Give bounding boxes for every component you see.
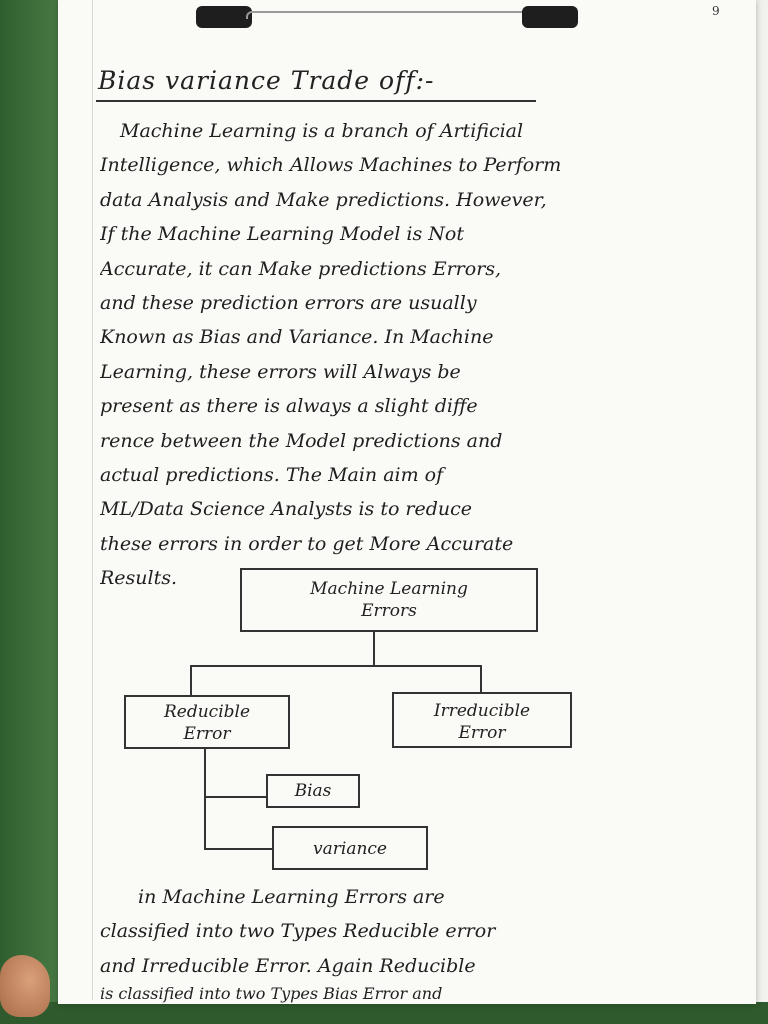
text-line: these errors in order to get More Accurate: [100, 532, 514, 555]
text-line: Results.: [100, 567, 178, 590]
text-line: classified into two Types Reducible error: [100, 920, 496, 943]
clip-wire: [246, 11, 528, 19]
diagram-variance-box: [272, 826, 428, 870]
connector-line: [373, 632, 375, 666]
text-line: is classified into two Types Bias Error and: [100, 984, 443, 1004]
diagram-reducible-label: Error: [183, 724, 231, 744]
clip-left-grip: [196, 6, 252, 28]
text-line: Learning, these errors will Always be: [100, 360, 461, 383]
diagram-irreducible-label: Error: [458, 723, 506, 743]
page-margin-line: [92, 0, 93, 1000]
diagram-irreducible-label: Irreducible: [433, 701, 531, 721]
binder-clip: [196, 4, 578, 32]
title-underline: [96, 100, 536, 102]
text-line: actual predictions. The Main aim of: [100, 464, 444, 487]
text-line: and these prediction errors are usually: [100, 292, 477, 315]
text-line: Known as Bias and Variance. In Machine: [100, 326, 494, 349]
connector-line: [204, 796, 268, 798]
diagram-root-label: Errors: [361, 601, 417, 621]
text-line: data Analysis and Make predictions. However,: [100, 188, 547, 211]
diagram-variance-label: variance: [313, 839, 387, 859]
paragraph-summary: [100, 880, 740, 1005]
page-number: 9: [712, 4, 720, 18]
text-line: If the Machine Learning Model is Not: [100, 223, 464, 246]
text-line: in Machine Learning Errors are: [138, 886, 445, 908]
background-bottom: [0, 1002, 768, 1024]
paragraph-intro: [100, 114, 746, 596]
diagram-bias-box: [266, 774, 360, 808]
diagram-bias-label: Bias: [294, 781, 332, 801]
diagram-root-label: Machine Learning: [310, 579, 468, 599]
text-line: Intelligence, which Allows Machines to Perform: [100, 154, 562, 177]
connector-line: [480, 665, 482, 692]
text-line: Accurate, it can Make predictions Errors,: [100, 257, 502, 280]
text-line: rence between the Model predictions and: [100, 429, 503, 452]
connector-line: [204, 848, 274, 850]
text-line: and Irreducible Error. Again Reducible: [100, 954, 476, 977]
text-line: ML/Data Science Analysts is to reduce: [100, 498, 473, 521]
diagram-root-box: [240, 568, 538, 632]
page-title: Bias variance Trade off:-: [98, 66, 435, 95]
thumb: [0, 955, 50, 1017]
text-line: present as there is always a slight diffe: [100, 395, 478, 418]
text-line: Machine Learning is a branch of Artificial: [120, 120, 524, 142]
diagram-reducible-box: [124, 695, 290, 749]
connector-line: [190, 665, 482, 667]
clip-right-grip: [522, 6, 578, 28]
connector-line: [190, 665, 192, 695]
diagram-reducible-label: Reducible: [163, 702, 251, 722]
background-surface: [0, 0, 58, 1024]
connector-line: [204, 749, 206, 849]
diagram-irreducible-box: [392, 692, 572, 748]
